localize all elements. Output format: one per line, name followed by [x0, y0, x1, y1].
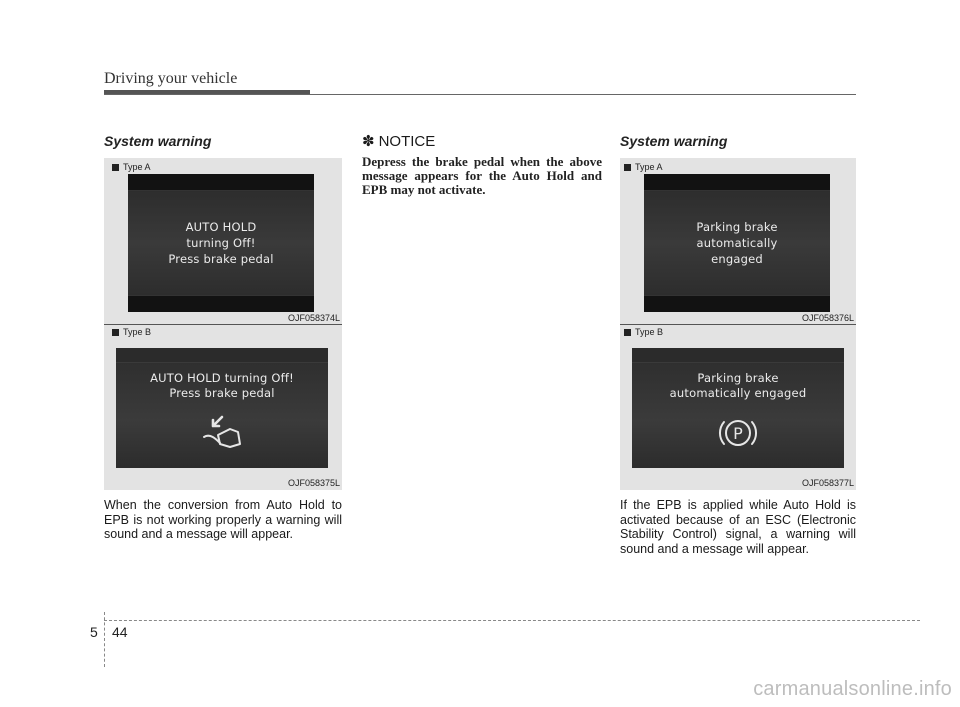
- notice-star-icon: ✽: [362, 133, 375, 150]
- screen-top-band: [644, 174, 830, 191]
- parking-brake-letter: P: [733, 424, 743, 443]
- header-rule: [104, 94, 856, 95]
- screen-top-strip: [116, 348, 328, 363]
- left-figure-code-a: OJF058374L: [287, 313, 340, 323]
- footer-dashed-divider: [104, 612, 105, 667]
- page-header-title: Driving your vehicle: [104, 70, 238, 87]
- page-number: 44: [112, 624, 128, 640]
- panel-divider: [104, 324, 342, 325]
- watermark: carmanualsonline.info: [753, 678, 952, 700]
- screen-line: automatically engaged: [669, 386, 807, 400]
- right-screen-type-b: [632, 348, 844, 468]
- brake-pedal-icon: [200, 413, 248, 455]
- square-bullet-icon: [112, 164, 119, 171]
- screen-bottom-band: [128, 295, 314, 312]
- screen-line: Press brake pedal: [169, 386, 275, 400]
- left-screen-type-b: [116, 348, 328, 468]
- right-figure-code-a: OJF058376L: [801, 313, 854, 323]
- right-type-b-text: Type B: [635, 327, 664, 337]
- left-figure-code-b: OJF058375L: [287, 478, 340, 488]
- right-screen-type-a: [644, 174, 830, 312]
- left-screen-type-a: [128, 174, 314, 312]
- screen-line: Parking brake: [697, 371, 779, 385]
- right-figure-code-b: OJF058377L: [801, 478, 854, 488]
- notice-text: Depress the brake pedal when the above message appears for the Auto Hold and EPB may not activate.: [362, 154, 602, 197]
- section-number: 5: [90, 624, 98, 640]
- screen-line: turning Off!: [186, 236, 256, 250]
- screen-line: AUTO HOLD: [185, 220, 257, 234]
- notice-heading: [362, 132, 435, 150]
- left-type-a-text: Type A: [123, 162, 151, 172]
- right-section-heading: System warning: [620, 133, 728, 149]
- screen-message-area: [128, 191, 314, 295]
- parking-brake-icon: [716, 413, 760, 453]
- screen-message-area: [116, 363, 328, 468]
- right-type-a-label: [624, 162, 663, 172]
- screen-message-area: [644, 191, 830, 295]
- notice-heading-text: NOTICE: [378, 132, 436, 150]
- right-type-a-text: Type A: [635, 162, 663, 172]
- right-body-text: If the EPB is applied while Auto Hold is activated because of an ESC (Electronic Stability Control) signal, a warning will sound and a message will appear.: [620, 498, 856, 556]
- right-figure-panel: [620, 158, 856, 490]
- screen-line: Press brake pedal: [168, 252, 274, 266]
- screen-line: automatically: [696, 236, 778, 250]
- left-body-text: When the conversion from Auto Hold to EPB is not working properly a warning will sound and a message will appear.: [104, 498, 342, 541]
- footer-dashed-rule: [104, 620, 920, 621]
- panel-divider: [620, 324, 856, 325]
- left-type-b-text: Type B: [123, 327, 152, 337]
- screen-line: engaged: [711, 252, 763, 266]
- left-figure-panel: [104, 158, 342, 490]
- screen-line: Parking brake: [696, 220, 778, 234]
- square-bullet-icon: [624, 164, 631, 171]
- screen-bottom-band: [644, 295, 830, 312]
- screen-line: AUTO HOLD turning Off!: [150, 371, 294, 385]
- left-type-b-label: [112, 327, 151, 337]
- right-type-b-label: [624, 327, 663, 337]
- square-bullet-icon: [624, 329, 631, 336]
- square-bullet-icon: [112, 329, 119, 336]
- screen-top-band: [128, 174, 314, 191]
- screen-top-strip: [632, 348, 844, 363]
- left-type-a-label: [112, 162, 151, 172]
- screen-message-area: [632, 363, 844, 468]
- left-section-heading: System warning: [104, 133, 212, 149]
